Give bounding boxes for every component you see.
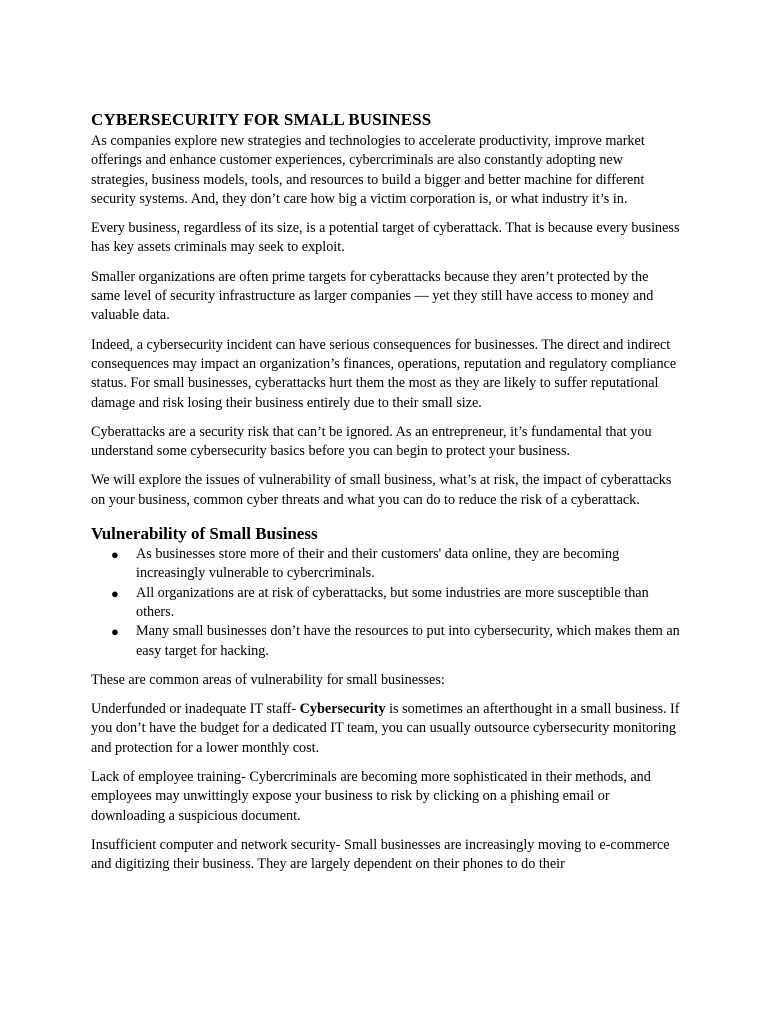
document-page xyxy=(91,110,681,885)
bullet-icon: ● xyxy=(111,547,119,563)
bullet-text: All organizations are at risk of cyberattacks, but some industries are more susceptible than others. xyxy=(136,584,649,620)
bullet-text: As businesses store more of their and their customers' data online, they are becoming increasingly vulnerable to cybercriminals. xyxy=(136,546,620,582)
area-it-staff-bold: Cybersecurity xyxy=(299,701,386,718)
bullet-item xyxy=(91,545,681,584)
area-it-staff-rest: is sometimes an afterthought in a small business. If you don’t have the budget for a dedicated IT team, you can usually outsource cybersecurity monitoring and protection for a lower monthly cost. xyxy=(91,701,680,756)
intro-paragraph-4: Indeed, a cybersecurity incident can have serious consequences for businesses. The direct and indirect consequences may impact an organization’s finances, operations, reputation and regulatory compliance status. For small businesses, cyberattacks hurt them the most as they are likely to suffer reputational damage and risk losing their business entirely due to their small size. xyxy=(91,336,677,411)
area-it-staff-lead: Underfunded or inadequate IT staff- xyxy=(91,701,300,718)
area-it-staff-paragraph xyxy=(91,700,681,758)
bullet-icon: ● xyxy=(111,585,119,601)
area-network-paragraph: Insufficient computer and network security- Small businesses are increasingly moving to e-commerce and digitizing their business. They are largely dependent on their phones to do their xyxy=(91,836,670,873)
intro-paragraph-1: As companies explore new strategies and technologies to accelerate productivity, improve market offerings and enhance customer experiences, cybercriminals are also constantly adopting new strategies, business models, tools, and resources to build a bigger and better machine for different security systems. And, they don’t care how big a victim corporation is, or what industry it’s in. xyxy=(91,133,645,207)
areas-intro-paragraph: These are common areas of vulnerability for small businesses: xyxy=(91,671,445,688)
bullet-text: Many small businesses don’t have the resources to put into cybersecurity, which makes them an easy target for hacking. xyxy=(136,623,680,659)
area-training-paragraph: Lack of employee training- Cybercriminals are becoming more sophisticated in their methods, and employees may unwittingly expose your business to risk by clicking on a phishing email or downloading a suspicious document. xyxy=(91,769,651,824)
bullet-icon: ● xyxy=(111,624,119,640)
intro-paragraph-5: Cyberattacks are a security risk that can’t be ignored. As an entrepreneur, it’s fundamental that you understand some cybersecurity basics before you can begin to protect your business. xyxy=(91,423,652,460)
bullet-item xyxy=(91,622,681,661)
section-heading: Vulnerability of Small Business xyxy=(91,524,318,544)
document-title: CYBERSECURITY FOR SMALL BUSINESS xyxy=(91,110,432,129)
intro-paragraph-3: Smaller organizations are often prime targets for cyberattacks because they aren’t protected by the same level of security infrastructure as larger companies — yet they still have access to money and valuable data. xyxy=(91,268,654,324)
vulnerability-bullet-list xyxy=(91,545,681,661)
bullet-item xyxy=(91,584,681,623)
intro-paragraph-2: Every business, regardless of its size, is a potential target of cyberattack. That is because every business has key assets criminals may seek to exploit. xyxy=(91,220,680,256)
intro-paragraph-6: We will explore the issues of vulnerability of small business, what’s at risk, the impact of cyberattacks on your business, common cyber threats and what you can do to reduce the risk of a cyberattack. xyxy=(91,472,672,508)
